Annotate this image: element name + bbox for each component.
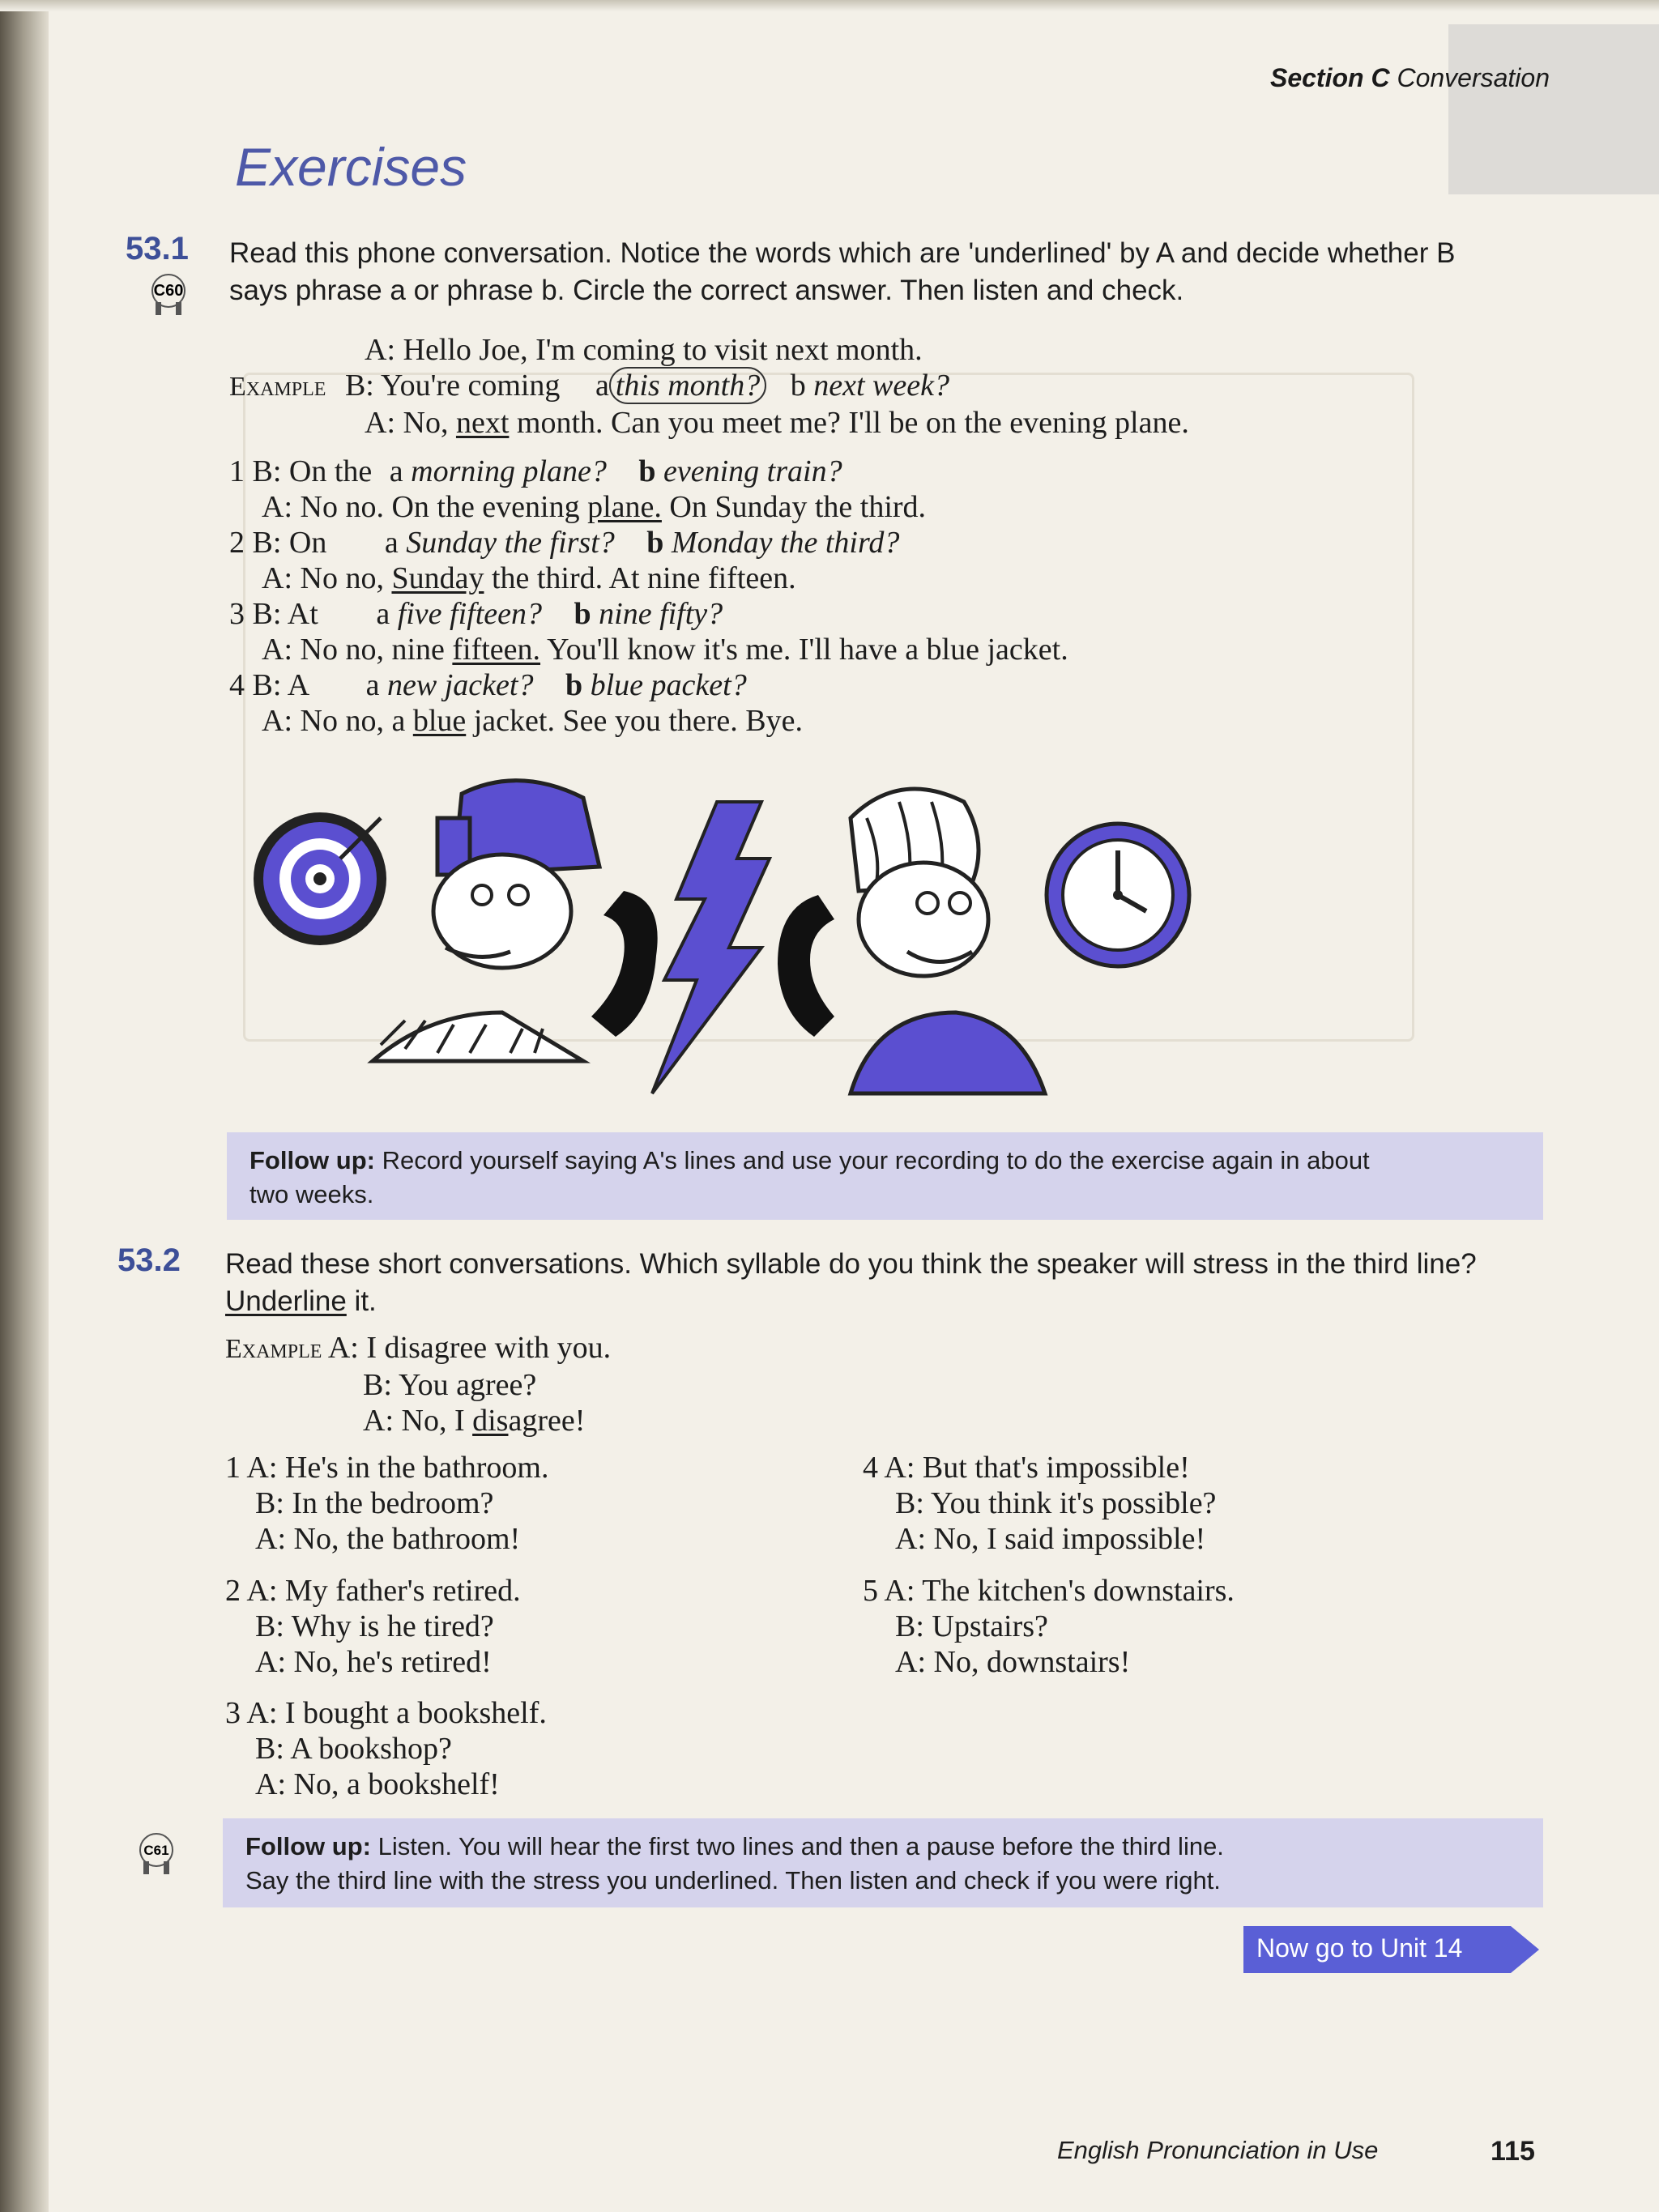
line-2[interactable]: B: Upstairs? [895, 1609, 1048, 1643]
conversation-3 [225, 1695, 547, 1802]
follow-up-box-1 [227, 1132, 1543, 1220]
exercise-number-53-2: 53.2 [117, 1242, 181, 1278]
opt-a-letter: a [384, 526, 399, 560]
l3-underlined: dis [472, 1404, 509, 1438]
now-go-to-unit-button[interactable] [1243, 1926, 1539, 1973]
instruction-post: it. [354, 1285, 377, 1317]
a-underlined: plane. [587, 490, 662, 524]
option-b-text: next week? [813, 369, 949, 403]
a-underlined: Sunday [391, 561, 484, 595]
a-underlined: fifteen. [452, 633, 541, 667]
item-number: 5 [863, 1574, 878, 1608]
exercise-items [229, 454, 1068, 739]
section-header-bold: Section C [1269, 63, 1390, 92]
option-a[interactable]: five fifteen? [397, 597, 542, 631]
item-number: 2 [229, 526, 245, 560]
example-line-3 [225, 1403, 611, 1438]
section-header [1270, 63, 1550, 93]
line-1[interactable]: A: My father's retired. [246, 1574, 521, 1608]
item-number: 4 [863, 1451, 878, 1485]
example-line-1: A: I disagree with you. [327, 1331, 612, 1365]
item-number: 1 [225, 1451, 241, 1485]
item-b-line: B: A [252, 668, 309, 702]
item-b-line: B: On the [252, 454, 373, 488]
opt-a-letter: a [389, 454, 403, 488]
instruction-line-1: Read these short conversations. Which syllable do you think the speaker will stress in the third line? [225, 1248, 1477, 1280]
line-1[interactable]: A: I bought a bookshelf. [246, 1696, 547, 1730]
example-block [229, 332, 1189, 441]
example-b-text: B: You're coming [344, 369, 561, 403]
item-4 [229, 667, 1068, 739]
opt-b-letter: b [638, 454, 656, 488]
lightning-bolt-icon [652, 802, 770, 1093]
caller-a-figure [373, 781, 599, 1061]
page-title: Exercises [235, 137, 467, 197]
line-3[interactable]: A: No, he's retired! [255, 1645, 492, 1679]
option-b[interactable]: nine fifty? [599, 597, 723, 631]
opt-a-letter: a [376, 597, 390, 631]
caller-b-figure [851, 789, 1045, 1093]
conversation-5 [863, 1573, 1235, 1680]
line-3[interactable]: A: No, a bookshelf! [255, 1767, 500, 1801]
dartboard-icon [254, 812, 386, 945]
follow-up-line-1: Record yourself saying A's lines and use your recording to do the exercise again in about [382, 1146, 1370, 1174]
option-b[interactable]: evening train? [663, 454, 842, 488]
option-b[interactable]: Monday the third? [671, 526, 900, 560]
exercise-instruction-2 [225, 1246, 1477, 1320]
book-title: English Pronunciation in Use [1057, 2136, 1379, 2164]
item-2 [229, 525, 1068, 596]
conversation-4 [863, 1450, 1216, 1557]
a2-underlined: next [455, 406, 510, 440]
follow-up-line-1: Listen. You will hear the first two lines and then a pause before the third line. [377, 1832, 1224, 1860]
line-2[interactable]: B: Why is he tired? [255, 1609, 494, 1643]
page-binding-shadow [0, 0, 49, 2212]
show-through-tab [1448, 24, 1659, 194]
cd-track-icon[interactable] [146, 271, 191, 321]
option-a-letter: a [595, 369, 609, 403]
follow-up-label: Follow up: [245, 1832, 371, 1860]
a-post: On Sunday the third. [669, 490, 927, 524]
example-label: Example [225, 1334, 322, 1364]
line-3[interactable]: A: No, I said impossible! [895, 1522, 1206, 1556]
opt-b-letter: b [646, 526, 664, 560]
item-number: 3 [225, 1696, 241, 1730]
example-label: Example [229, 372, 326, 402]
follow-up-box-2 [223, 1818, 1543, 1907]
telephone-receiver-left-icon [591, 891, 658, 1037]
line-3[interactable]: A: No, downstairs! [895, 1645, 1131, 1679]
a-pre: A: No no, [262, 561, 384, 595]
a2-pre: A: No, [365, 406, 449, 440]
option-b[interactable]: blue packet? [590, 668, 747, 702]
section-header-rest: Conversation [1397, 63, 1550, 92]
l3-post: agree! [508, 1404, 586, 1438]
option-a-text: this month? [615, 369, 761, 403]
a-post: the third. At nine fifteen. [491, 561, 796, 595]
line-1[interactable]: A: The kitchen's downstairs. [884, 1574, 1235, 1608]
a-underlined: blue [412, 704, 467, 738]
now-go-label: Now go to Unit 14 [1256, 1933, 1463, 1963]
option-a[interactable]: new jacket? [387, 668, 534, 702]
a-post: You'll know it's me. I'll have a blue jacket. [547, 633, 1068, 667]
item-3 [229, 596, 1068, 667]
instruction-line-1: Read this phone conversation. Notice the words which are 'underlined' by A and decide whether B [229, 237, 1456, 269]
example-line-b [229, 368, 1189, 405]
option-a[interactable]: morning plane? [411, 454, 607, 488]
exercise-number-53-1: 53.1 [126, 231, 189, 266]
l3-pre: A: No, I [363, 1404, 465, 1438]
opt-b-letter: b [565, 668, 583, 702]
page-number: 115 [1491, 2136, 1535, 2167]
line-1[interactable]: A: He's in the bathroom. [246, 1451, 549, 1485]
example-block-2 [225, 1330, 611, 1438]
a-pre: A: No no, a [262, 704, 406, 738]
telephone-receiver-right-icon [778, 895, 834, 1037]
cd-label: C61 [143, 1843, 169, 1858]
option-a-circled[interactable] [609, 367, 766, 404]
a-pre: A: No no. On the evening [262, 490, 580, 524]
conversation-1 [225, 1450, 548, 1557]
follow-up-line-2: two weeks. [249, 1180, 374, 1208]
conversation-2 [225, 1573, 521, 1680]
opt-b-letter: b [574, 597, 591, 631]
instruction-line-2: says phrase a or phrase b. Circle the correct answer. Then listen and check. [229, 275, 1184, 306]
follow-up-label: Follow up: [249, 1146, 375, 1174]
example-line-a1: A: Hello Joe, I'm coming to visit next month. [365, 333, 923, 367]
instruction-underlined: Underline [225, 1285, 347, 1317]
item-number: 4 [229, 668, 245, 702]
example-line-2: B: You agree? [363, 1368, 537, 1402]
option-b-letter: b [790, 369, 806, 403]
line-3[interactable]: A: No, the bathroom! [255, 1522, 521, 1556]
item-number: 2 [225, 1574, 241, 1608]
clock-icon [1047, 824, 1189, 966]
line-1[interactable]: A: But that's impossible! [884, 1451, 1190, 1485]
opt-a-letter: a [365, 668, 380, 702]
item-number: 3 [229, 597, 245, 631]
a2-post: month. Can you meet me? I'll be on the evening plane. [516, 406, 1189, 440]
cd-track-icon-2[interactable] [134, 1831, 179, 1880]
item-b-line: B: On [252, 526, 327, 560]
a-post: jacket. See you there. Bye. [473, 704, 803, 738]
line-2[interactable]: B: A bookshop? [255, 1732, 452, 1766]
item-number: 1 [229, 454, 245, 488]
page-top-shadow [0, 0, 1659, 11]
item-b-line: B: At [252, 597, 318, 631]
exercise-instruction [229, 235, 1455, 309]
cd-icon [134, 1831, 179, 1876]
a-pre: A: No no, nine [262, 633, 445, 667]
option-a[interactable]: Sunday the first? [406, 526, 615, 560]
cd-icon [146, 271, 191, 317]
example-line-a2 [229, 405, 1189, 441]
item-1 [229, 454, 1068, 525]
follow-up-line-2: Say the third line with the stress you underlined. Then listen and check if you were right. [245, 1866, 1221, 1894]
line-2[interactable]: B: You think it's possible? [895, 1486, 1217, 1520]
phone-call-illustration [243, 769, 1199, 1110]
line-2[interactable]: B: In the bedroom? [255, 1486, 494, 1520]
cd-label: C60 [153, 282, 184, 300]
